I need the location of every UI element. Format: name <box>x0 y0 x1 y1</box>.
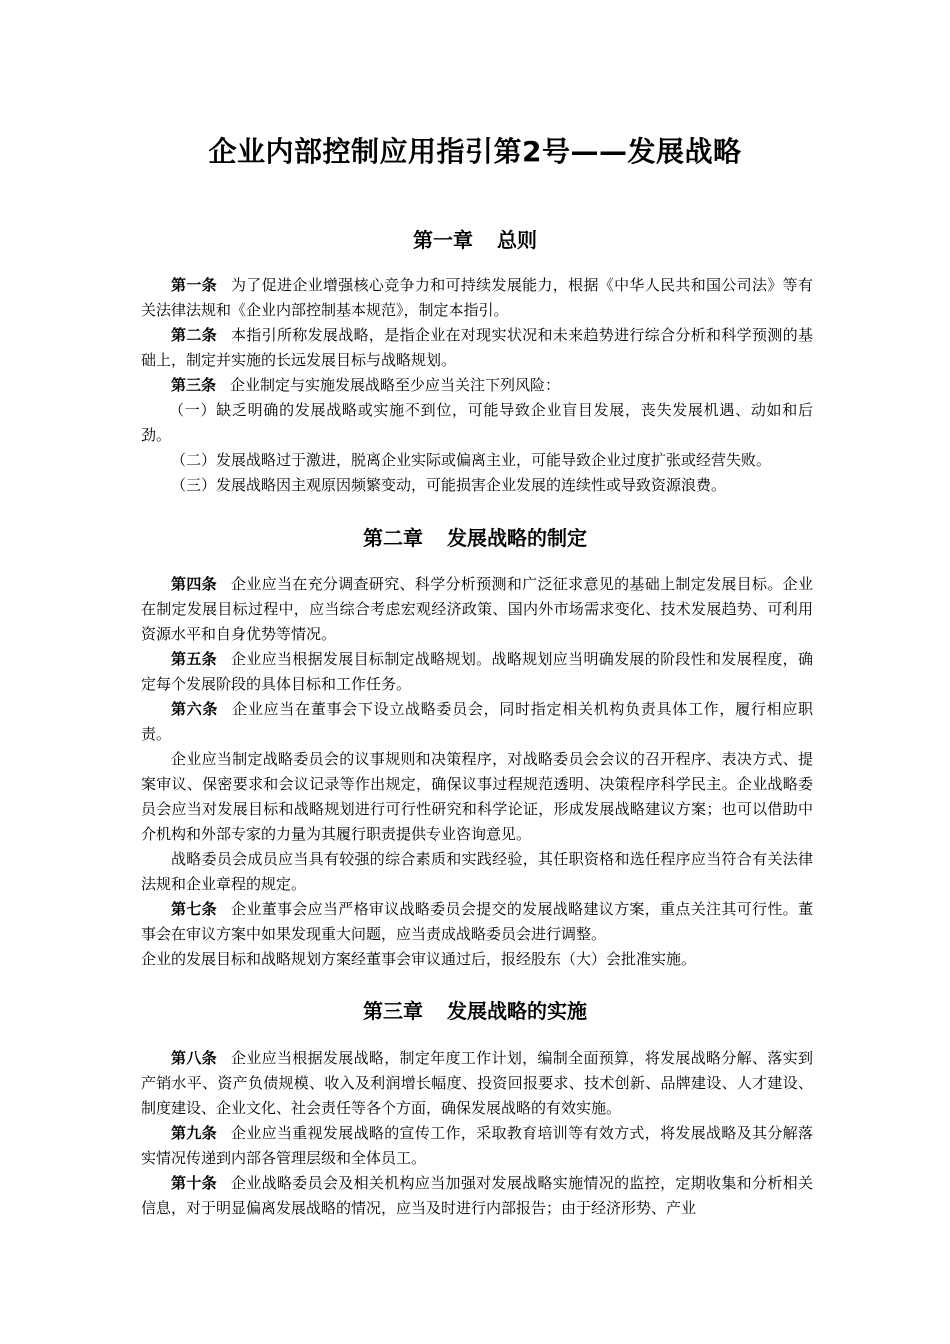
risk-item-2: （二）发展战略过于激进，脱离企业实际或偏离主业，可能导致企业过度扩张或经营失败。 <box>171 451 772 469</box>
article-text: 企业应当根据发展战略，制定年度工作计划，编制全面预算，将发展战略分解、落实到产销水平、资产负债规模、收入及利润增长幅度、投资回报要求、技术创新、品牌建设、人才建设、制度建设、企业文化、社会责任等各个方面，确保发展战略的有效实施。 <box>141 1049 813 1117</box>
article-text: 企业应当根据发展目标制定战略规划。战略规划应当明确发展的阶段性和发展程度，确定每个发展阶段的具体目标和工作任务。 <box>141 650 813 693</box>
chapter-heading-1 <box>0 224 950 253</box>
article-8 <box>141 1046 813 1121</box>
article-text: 企业应当重视发展战略的宣传工作，采取教育培训等有效方式，将发展战略及其分解落实情况传递到内部各管理层级和全体员工。 <box>141 1124 813 1167</box>
chapter-2-body <box>141 572 813 972</box>
chapter-name: 总则 <box>497 228 537 252</box>
article-9 <box>141 1121 813 1171</box>
article-6-paragraph-3: 战略委员会成员应当具有较强的综合素质和实践经验，其任职资格和选任程序应当符合有关法律法规和企业章程的规定。 <box>141 850 813 893</box>
article-4 <box>141 572 813 647</box>
chapter-number: 第二章 <box>363 526 423 550</box>
article-text: 企业应当在充分调查研究、科学分析预测和广泛征求意见的基础上制定发展目标。企业在制定发展目标过程中，应当综合考虑宏观经济政策、国内外市场需求变化、技术发展趋势、可利用资源水平和自身优势等情况。 <box>141 575 813 643</box>
article-label: 第八条 <box>171 1049 217 1067</box>
article-label: 第三条 <box>171 376 217 394</box>
chapter-3-body <box>141 1046 813 1221</box>
article-7 <box>141 897 813 947</box>
risk-item-1: （一）缺乏明确的发展战略或实施不到位，可能导致企业盲目发展，丧失发展机遇、动如和后劲。 <box>141 401 813 444</box>
chapter-heading-3 <box>0 995 950 1024</box>
article-3 <box>141 373 813 398</box>
article-2 <box>141 323 813 373</box>
chapter-heading-2 <box>0 522 950 551</box>
article-6 <box>141 697 813 747</box>
article-label: 第六条 <box>171 700 219 718</box>
document-title: 企业内部控制应用指引第2号——发展战略 <box>208 135 742 168</box>
article-text: 企业战略委员会及相关机构应当加强对发展战略实施情况的监控，定期收集和分析相关信息，对于明显偏离发展战略的情况，应当及时进行内部报告；由于经济形势、产业 <box>141 1174 813 1217</box>
article-label: 第二条 <box>171 326 217 344</box>
article-label: 第七条 <box>171 900 217 918</box>
article-text: 本指引所称发展战略，是指企业在对现实状况和未来趋势进行综合分析和科学预测的基础上，制定并实施的长远发展目标与战略规划。 <box>141 326 813 369</box>
chapter-name: 发展战略的实施 <box>447 999 587 1023</box>
article-label: 第五条 <box>171 650 217 668</box>
article-label: 第一条 <box>171 276 217 294</box>
article-text: 企业应当在董事会下设立战略委员会，同时指定相关机构负责具体工作，履行相应职责。 <box>141 700 813 743</box>
article-5 <box>141 647 813 697</box>
article-label: 第十条 <box>171 1174 217 1192</box>
article-text: 企业制定与实施发展战略至少应当关注下列风险： <box>230 376 561 394</box>
chapter-number: 第一章 <box>413 228 473 252</box>
chapter-name: 发展战略的制定 <box>447 526 587 550</box>
article-6-paragraph-2: 企业应当制定战略委员会的议事规则和决策程序，对战略委员会会议的召开程序、表决方式、提案审议、保密要求和会议记录等作出规定，确保议事过程规范透明、决策程序科学民主。企业战略委员会应当对发展目标和战略规划进行可行性研究和科学论证，形成发展战略建议方案；也可以借助中介机构和外部专家的力量为其履行职责提供专业咨询意见。 <box>141 750 813 843</box>
article-10 <box>141 1171 813 1221</box>
chapter-number: 第三章 <box>363 999 423 1023</box>
article-7-paragraph-2: 企业的发展目标和战略规划方案经董事会审议通过后，报经股东（大）会批准实施。 <box>141 950 697 968</box>
article-text: 为了促进企业增强核心竞争力和可持续发展能力，根据《中华人民共和国公司法》等有关法律法规和《企业内部控制基本规范》，制定本指引。 <box>141 276 813 319</box>
risk-item-3: （三）发展战略因主观原因频繁变动，可能损害企业发展的连续性或导致资源浪费。 <box>171 476 727 494</box>
article-1 <box>141 273 813 323</box>
article-text: 企业董事会应当严格审议战略委员会提交的发展战略建议方案，重点关注其可行性。董事会在审议方案中如果发现重大问题，应当责成战略委员会进行调整。 <box>141 900 813 943</box>
chapter-1-body <box>141 273 813 498</box>
article-label: 第九条 <box>171 1124 217 1142</box>
article-label: 第四条 <box>171 575 217 593</box>
